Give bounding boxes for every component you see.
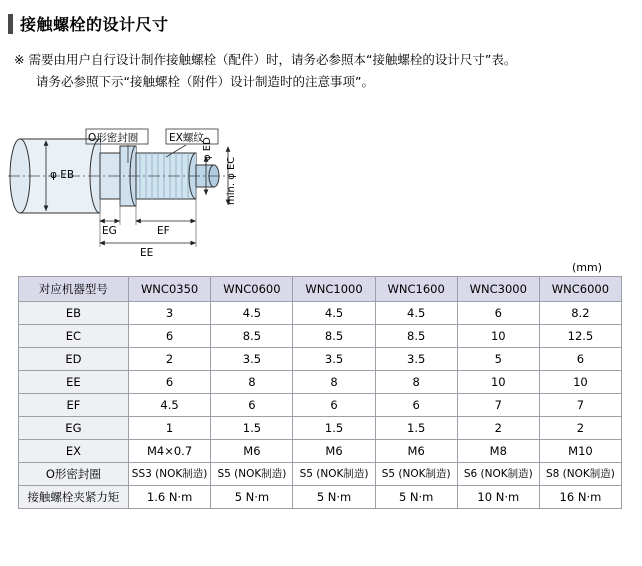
table-cell: 10 (457, 370, 539, 393)
table-cell: M10 (539, 439, 621, 462)
dimension-label-ee: EE (140, 246, 154, 259)
table-row (19, 301, 622, 324)
table-cell: 5 N·m (375, 485, 457, 508)
table-cell: 12.5 (539, 324, 621, 347)
table-cell: S5 (NOK制造) (211, 462, 293, 485)
dimension-label-eg: EG (102, 224, 117, 237)
row-label: ED (19, 347, 129, 370)
units-label: (mm) (571, 260, 602, 274)
dimension-label-min-ec: min. φ EC (226, 156, 237, 205)
table-cell: 5 N·m (293, 485, 375, 508)
table-cell: 3.5 (375, 347, 457, 370)
table-cell: 8.5 (211, 324, 293, 347)
row-label: EX (19, 439, 129, 462)
table-cell: S6 (NOK制造) (457, 462, 539, 485)
table-cell: 3 (128, 301, 211, 324)
dimension-label-ef: EF (157, 224, 170, 237)
table-header-cell: WNC0600 (211, 276, 293, 301)
table-cell: 7 (539, 393, 621, 416)
bolt-dimension-diagram (0, 101, 642, 261)
table-cell: 5 (457, 347, 539, 370)
table-cell: 10 N·m (457, 485, 539, 508)
dimension-label-eb: φ EB (50, 168, 75, 181)
row-label: EB (19, 301, 129, 324)
spec-table (18, 276, 622, 509)
table-header-cell: WNC0350 (128, 276, 211, 301)
table-cell: 6 (539, 347, 621, 370)
title-accent-bar (8, 14, 13, 34)
note-block (14, 49, 642, 93)
table-cell: 6 (128, 324, 211, 347)
table-cell: M6 (375, 439, 457, 462)
row-label: O形密封圈 (19, 462, 129, 485)
table-cell: 1.5 (211, 416, 293, 439)
table-cell: M4×0.7 (128, 439, 211, 462)
table-cell: 1.6 N·m (128, 485, 211, 508)
table-cell: 7 (457, 393, 539, 416)
table-cell: 10 (539, 370, 621, 393)
table-header-cell: WNC1000 (293, 276, 375, 301)
table-cell: M8 (457, 439, 539, 462)
table-cell: S5 (NOK制造) (293, 462, 375, 485)
table-cell: 2 (128, 347, 211, 370)
table-cell: 6 (293, 393, 375, 416)
table-row (19, 324, 622, 347)
page-title (8, 12, 642, 35)
table-cell: 8.2 (539, 301, 621, 324)
row-label: EE (19, 370, 129, 393)
table-cell: 10 (457, 324, 539, 347)
table-cell: 3.5 (211, 347, 293, 370)
table-cell: 6 (375, 393, 457, 416)
table-cell: 2 (457, 416, 539, 439)
diagram-svg (0, 101, 642, 266)
table-cell: 1.5 (375, 416, 457, 439)
table-header-cell: WNC1600 (375, 276, 457, 301)
row-label: EF (19, 393, 129, 416)
note-line-1: ※ 需要由用户自行设计制作接触螺栓（配件）时，请务必参照本“接触螺栓的设计尺寸”表。 (14, 52, 517, 67)
table-header-row (19, 276, 622, 301)
table-cell: 16 N·m (539, 485, 621, 508)
table-cell: 8 (375, 370, 457, 393)
table-cell: 8 (293, 370, 375, 393)
table-cell: 4.5 (293, 301, 375, 324)
table-row (19, 462, 622, 485)
table-cell: 8.5 (375, 324, 457, 347)
table-cell: 6 (128, 370, 211, 393)
table-cell: SS3 (NOK制造) (128, 462, 211, 485)
table-cell: 3.5 (293, 347, 375, 370)
table-row (19, 370, 622, 393)
table-cell: S8 (NOK制造) (539, 462, 621, 485)
table-row (19, 347, 622, 370)
row-label: EG (19, 416, 129, 439)
table-header-cell: 对应机器型号 (19, 276, 129, 301)
table-cell: S5 (NOK制造) (375, 462, 457, 485)
table-cell: 5 N·m (211, 485, 293, 508)
table-row (19, 439, 622, 462)
dimension-label-ed: φ ED (202, 136, 213, 161)
table-cell: 1 (128, 416, 211, 439)
table-row (19, 393, 622, 416)
table-cell: 8.5 (293, 324, 375, 347)
table-cell: M6 (211, 439, 293, 462)
table-header-cell: WNC3000 (457, 276, 539, 301)
table-cell: 2 (539, 416, 621, 439)
note-line-2: 请务必参照下示“接触螺栓（附件）设计制造时的注意事项”。 (36, 73, 374, 89)
table-cell: 4.5 (375, 301, 457, 324)
page-title-text: 接触螺栓的设计尺寸 (20, 15, 169, 34)
table-cell: 6 (211, 393, 293, 416)
table-cell: 1.5 (293, 416, 375, 439)
row-label: 接触螺栓夹紧力矩 (19, 485, 129, 508)
table-row (19, 485, 622, 508)
table-header-cell: WNC6000 (539, 276, 621, 301)
callout-oring-label: O形密封圈 (88, 131, 139, 144)
table-cell: 8 (211, 370, 293, 393)
table-row (19, 416, 622, 439)
table-cell: 6 (457, 301, 539, 324)
table-cell: 4.5 (128, 393, 211, 416)
callout-thread-label: EX螺纹 (169, 131, 204, 144)
row-label: EC (19, 324, 129, 347)
table-cell: M6 (293, 439, 375, 462)
table-cell: 4.5 (211, 301, 293, 324)
